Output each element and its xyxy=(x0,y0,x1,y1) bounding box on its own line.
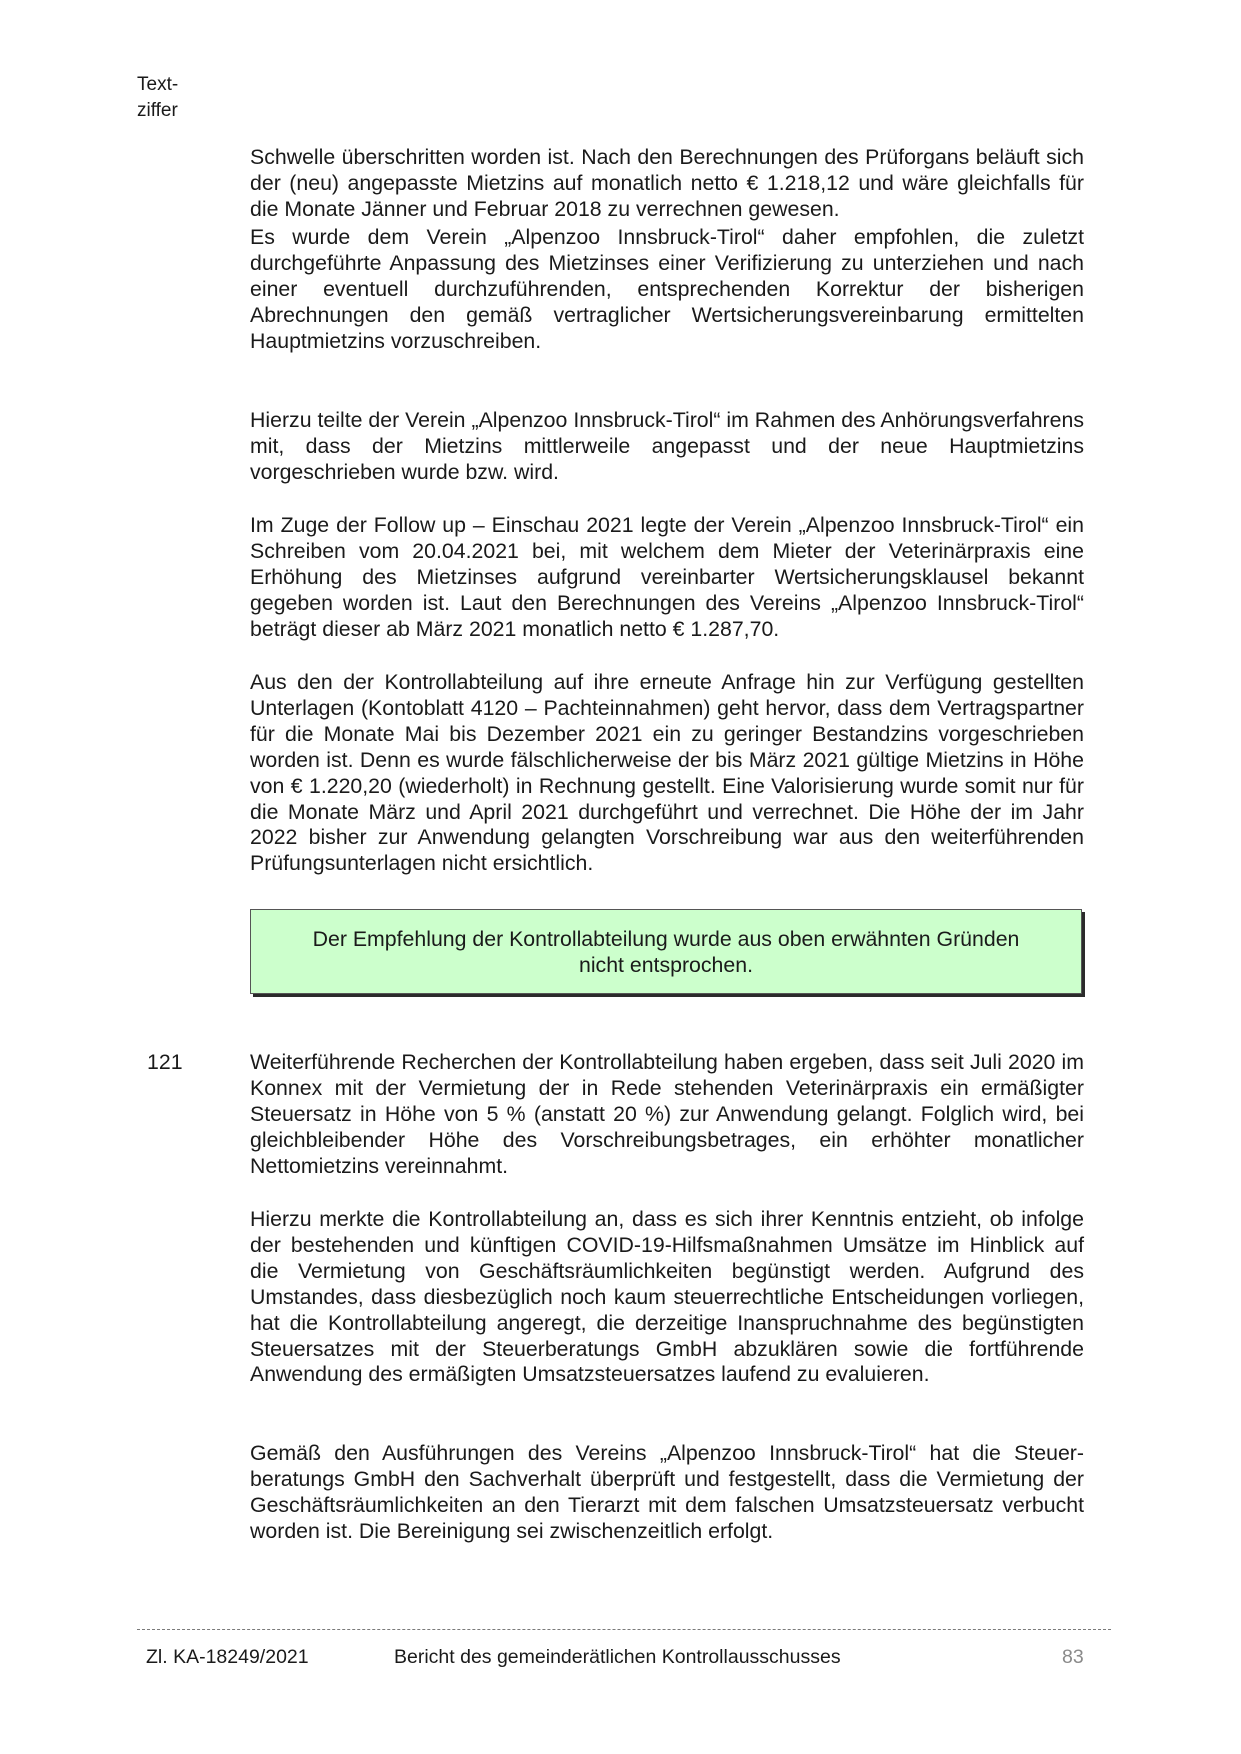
paragraph-recommendation: Es wurde dem Verein „Alpenzoo Innsbruck-Tirol“ daher empfohlen, die zuletzt durchgeführte Anpassung des Mietzinses einer Verifizierung zu unterziehen und nach einer eventuell durchzuführenden, entsprechenden Korrektur der bisherigen Abrechnungen den gemäß vertraglicher Wertsicherungsvereinbarung ermittelten Hauptmietzins vorzuschreiben. xyxy=(250,225,1084,353)
paragraph-kontoblatt-findings: Aus den der Kontrollabteilung auf ihre erneute Anfrage hin zur Verfügung gestellten Unterlagen (Kontoblatt 4120 – Pachteinnahmen) geht hervor, dass dem Vertragspartner für die Monate Mai bis Dezember 2021 ein zu geringer Bestandzins vorgeschrieben worden ist. Denn es wurde fälschlicherweise der bis März 2021 gültige Mietzins in Höhe von € 1.220,20 (wiederholt) in Rechnung gestellt. Eine Valorisierung wurde somit nur für die Monate März und April 2021 durchgeführt und verrechnet. Die Höhe der im Jahr 2022 bisher zur Anwendung gelangten Vorschreibung war aus den weiterführenden Prüfungsunterlagen nicht ersichtlich. xyxy=(250,670,1084,876)
footer-page-number: 83 xyxy=(1062,1646,1084,1668)
result-box-text: Der Empfehlung der Kontrollabteilung wurde aus oben erwähnten Gründen nicht entsprochen. xyxy=(312,926,1020,977)
paragraph-hearing-response: Hierzu teilte der Verein „Alpenzoo Innsbruck-Tirol“ im Rahmen des Anhörungsverfahrens mit, dass der Mietzins mittlerweile angepasst und der neue Hauptmietzins vorgeschrieben wurde bzw. wird. xyxy=(250,408,1084,484)
paragraph-covid-measures: Hierzu merkte die Kontrollabteilung an, dass es sich ihrer Kenntnis entzieht, ob infolge der bestehenden und künftigen COVID-19-Hilfsmaßnahmen Umsätze im Hinblick auf die Vermietung von Geschäftsräumlichkeiten begünstigt werden. Aufgrund des Umstandes, dass diesbezüglich noch kaum steuerrechtliche Entscheidungen vorliegen, hat die Kontrollabteilung angeregt, die derzeitige Inanspruchnahme des begünstigten Steuersatzes mit der Steuerberatungs GmbH abzuklären sowie die fortführende Anwendung des ermäßigten Umsatzsteuersatzes laufend zu evaluieren. xyxy=(250,1207,1084,1387)
footer-divider xyxy=(137,1629,1111,1630)
margin-label-line2: ziffer xyxy=(137,100,178,121)
margin-label-line1: Text- xyxy=(137,74,179,95)
result-box-not-complied xyxy=(250,909,1082,994)
paragraph-mietzins-threshold: Schwelle überschritten worden ist. Nach den Berechnungen des Prüforgans beläuft sich der (neu) angepasste Mietzins auf monatlich netto € 1.218,12 und wäre gleichfalls für die Monate Jänner und Februar 2018 zu verrechnen gewesen. xyxy=(250,145,1084,221)
footer-title: Bericht des gemeinderätlichen Kontrollausschusses xyxy=(394,1646,841,1668)
margin-label-textziffer xyxy=(137,72,217,124)
paragraph-reduced-tax-rate: Weiterführende Recherchen der Kontrollabteilung haben ergeben, dass seit Juli 2020 im Konnex mit der Vermietung der in Rede stehenden Veterinärpraxis ein ermäßigter Steuersatz in Höhe von 5 % (anstatt 20 %) zur Anwendung gelangt. Folglich wird, bei gleichbleibender Höhe des Vorschreibungsbetrages, ein erhöhter monatlicher Nettomietzins vereinnahmt. xyxy=(250,1050,1084,1178)
paragraph-follow-up: Im Zuge der Follow up – Einschau 2021 legte der Verein „Alpenzoo Innsbruck-Tirol“ ein Schreiben vom 20.04.2021 bei, mit welchem dem Mieter der Veterinärpraxis eine Erhöhung des Mietzinses aufgrund vereinbarter Wertsicherungsklausel bekannt gegeben worden ist. Laut den Berechnungen des Vereins „Alpenzoo Innsbruck-Tirol“ beträgt dieser ab März 2021 monatlich netto € 1.287,70. xyxy=(250,513,1084,641)
paragraph-steuerberatung-result: Gemäß den Ausführungen des Vereins „Alpenzoo Innsbruck-Tirol“ hat die Steuerberatungs GmbH den Sachverhalt überprüft und festgestellt, dass die Vermietung der Geschäftsräumlichkeiten an den Tierarzt mit dem falschen Umsatzsteuersatz verbucht worden ist. Die Bereinigung sei zwischenzeitlich erfolgt. xyxy=(250,1441,1084,1543)
footer-reference: Zl. KA-18249/2021 xyxy=(146,1646,309,1668)
textziffer-number: 121 xyxy=(147,1050,183,1074)
